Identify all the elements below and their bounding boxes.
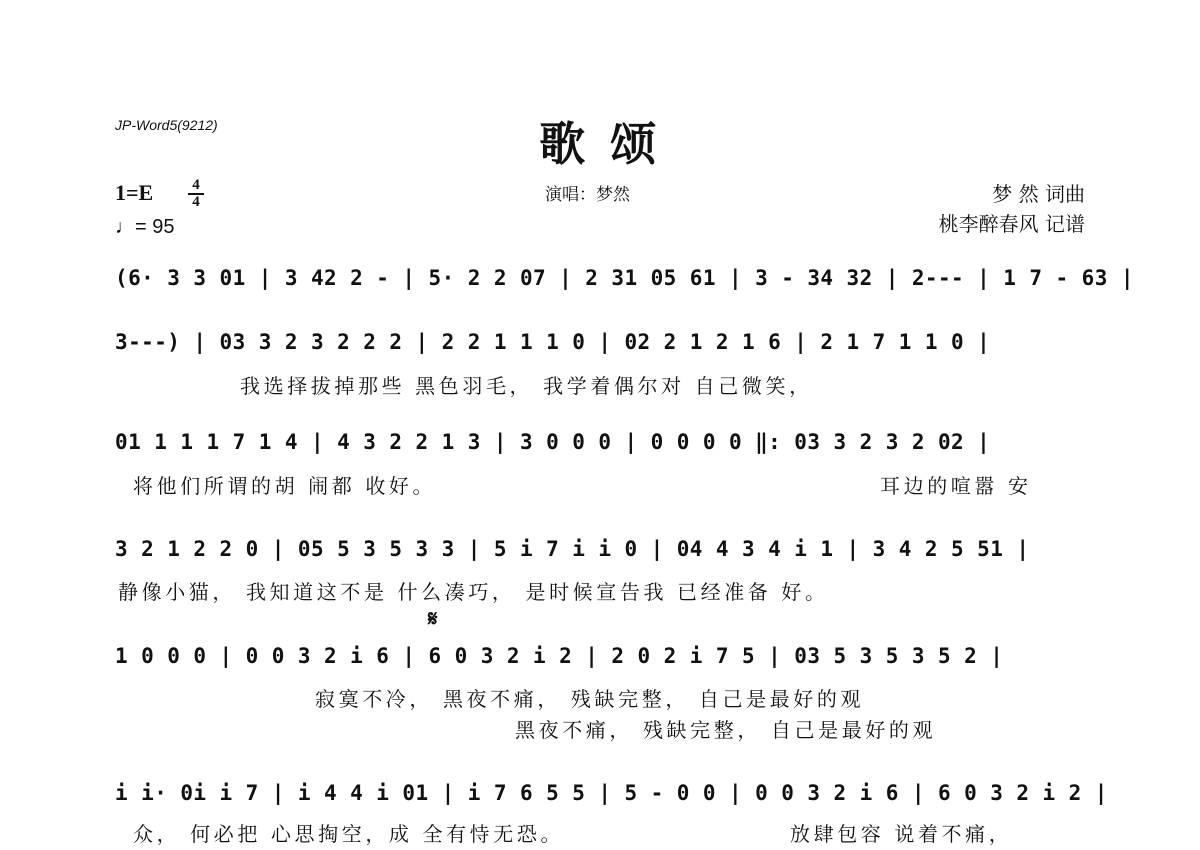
singer-credit: 演唱：梦然	[545, 185, 630, 205]
score-row-6-notes: i i· 0i i 7 | i 4 4 i 01 | i 7 6 5 5 | 5 - 0 0 | 0 0 3 2 i 6 | 6 0 3 2 i 2 |	[115, 781, 1108, 805]
score-row-3-lyrics-b: 耳边的喧嚣 安	[880, 474, 1032, 498]
score-row-5-lyrics-a: 寂寞不冷， 黑夜不痛， 残缺完整， 自己是最好的观	[315, 687, 865, 711]
time-signature-bottom: 4	[192, 194, 200, 210]
score-row-4-lyrics: 静像小猫， 我知道这不是 什么凑巧， 是时候宣告我 已经准备 好。	[118, 580, 829, 604]
song-title: 歌 颂	[539, 117, 661, 171]
score-row-6-lyrics-b: 放肆包容 说着不痛，	[790, 822, 1013, 846]
score-row-2-lyrics: 我选择拔掉那些 黑色羽毛， 我学着偶尔对 自己微笑，	[240, 374, 813, 398]
time-signature-top: 4	[188, 178, 204, 195]
tempo-marking: ♩= 95	[115, 216, 175, 238]
score-row-3-notes: 01 1 1 1 7 1 4 | 4 3 2 2 1 3 | 3 0 0 0 | 0 0 0 0 ‖: 03 3 2 3 2 02 |	[115, 430, 991, 454]
time-signature	[188, 178, 204, 210]
segno-icon: 𝄋	[428, 606, 438, 632]
score-row-5-notes: 1 0 0 0 | 0 0 3 2 i 6 | 6 0 3 2 i 2 | 2 0 2 i 7 5 | 03 5 3 5 3 5 2 |	[115, 644, 1004, 668]
source-label: JP-Word5(9212)	[115, 117, 218, 133]
score-row-4-notes: 3 2 1 2 2 0 | 05 5 3 5 3 3 | 5 i 7 i i 0 | 04 4 3 4 i 1 | 3 4 2 5 51 |	[115, 537, 1030, 561]
key-signature: 1=E	[115, 180, 154, 205]
score-row-2-notes: 3---) | 03 3 2 3 2 2 2 | 2 2 1 1 1 0 | 02 2 1 2 1 6 | 2 1 7 1 1 0 |	[115, 330, 991, 354]
score-row-1-notes: (6· 3 3 01 | 3 42 2 - | 5· 2 2 07 | 2 31 05 61 | 3 - 34 32 | 2--- | 1 7 - 63 |	[115, 266, 1134, 290]
score-row-3-lyrics-a: 将他们所谓的胡 闹都 收好。	[133, 474, 437, 498]
score-row-5-lyrics-b: 黑夜不痛， 残缺完整， 自己是最好的观	[515, 718, 937, 742]
score-row-6-lyrics-a: 众， 何必把 心思掏空，成 全有恃无恐。	[133, 822, 565, 846]
lyrics-music-credit: 梦 然 词曲	[992, 182, 1085, 206]
transcriber-credit: 桃李醉春风 记谱	[938, 212, 1085, 236]
